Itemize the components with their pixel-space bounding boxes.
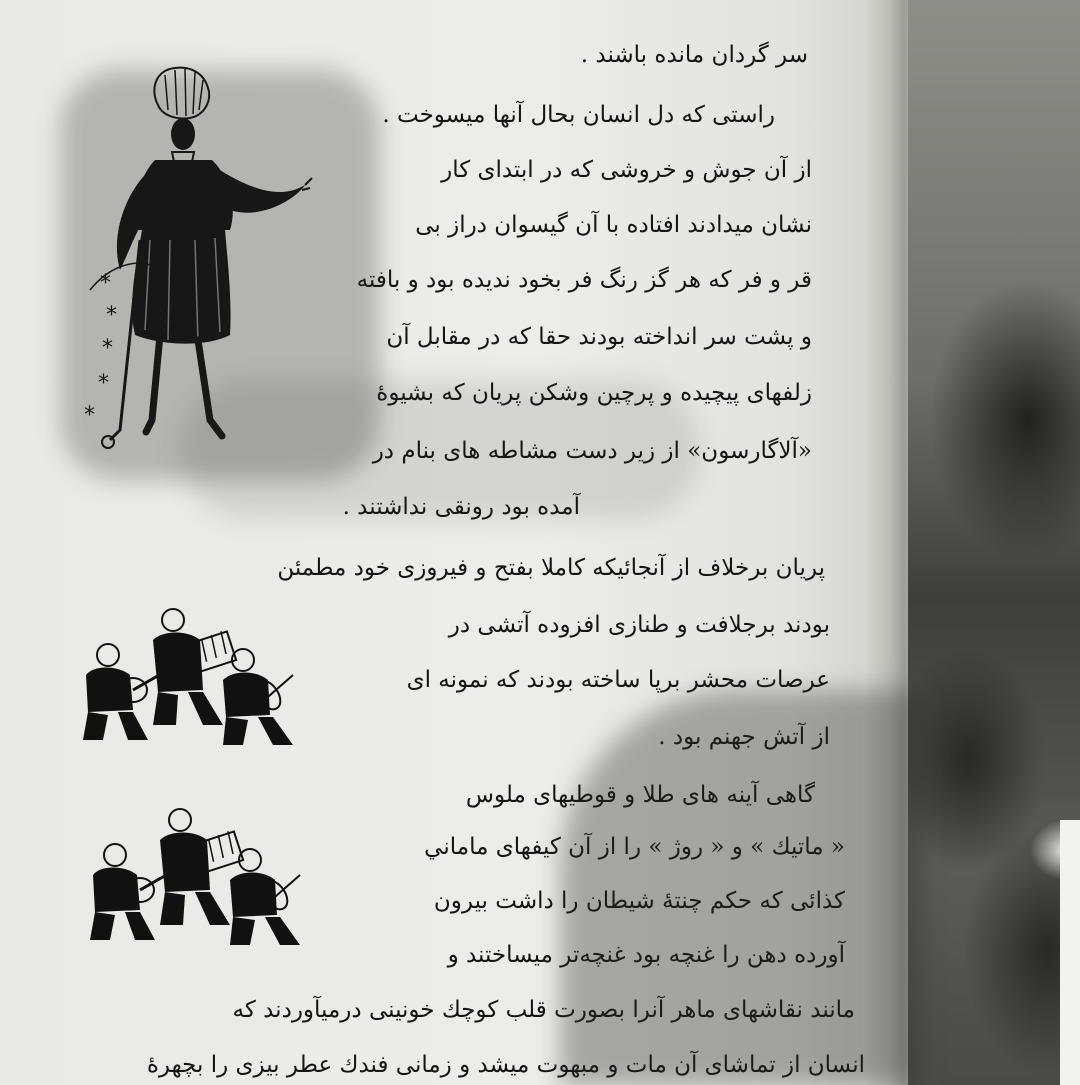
text-line-3: از آن جوش و خروشی که در ابتدای کار [441,157,812,183]
text-line-7: زلفهای پیچیده و پرچین وشکن پریان که بشیوهٔ [376,380,812,406]
text-line-6: و پشت سر انداخته بودند حقا که در مقابل آن [386,324,812,350]
right-page-illustration [908,0,1080,1085]
svg-text:*: * [102,336,113,361]
text-line-11: بودند برجلافت و طنازی افزوده آتشی در [448,612,830,638]
svg-text:*: * [106,303,117,328]
text-line-17: آورده دهن را غنچه بود غنچه‌تر میساختند و [447,942,845,968]
text-line-12: عرصات محشر برپا ساخته بودند که نمونه ای [406,667,830,693]
text-line-14: گاهی آینه های طلا و قوطیهای ملوس [465,782,815,808]
text-line-4: نشان میدادند افتاده با آن گیسوان دراز بی [415,212,812,238]
text-line-8: «آلاگارسون» از زیر دست مشاطه های بنام در [372,438,812,464]
musicians-illustration-top [78,600,308,750]
svg-text:*: * [98,371,109,396]
text-line-19: انسان از تماشای آن مات و مبهوت میشد و زمانی فندك عطر بیزی را بچهرهٔ [146,1052,865,1078]
text-line-5: قر و فر که هر گز رنگ فر بخود ندیده بود و بافته [356,267,812,293]
text-line-2: راستی که دل انسان بحال آنها میسوخت . [382,102,775,128]
musicians-illustration-bottom [85,800,315,950]
text-line-9: آمده بود رونقی نداشتند . [342,494,580,520]
text-line-16: کذائی که حکم چنتهٔ شیطان را داشت بیرون [433,888,845,914]
text-line-10: پریان برخلاف از آنجائیکه کاملا بفتح و فیروزی خود مطمئن [277,555,825,581]
svg-text:*: * [100,271,111,296]
text-line-1: سر گردان مانده باشند . [580,42,808,68]
svg-text:*: * [84,403,95,428]
text-line-18: مانند نقاشهای ماهر آنرا بصورت قلب کوچك خونینی درمیآوردند که [232,997,855,1023]
woman-illustration [80,60,340,460]
right-page-edge [1060,820,1080,1085]
text-line-13: از آتش جهنم بود . [658,724,830,750]
text-line-15: « ماتیك » و « روژ » را از آن كیفهای ماماني [424,834,845,860]
